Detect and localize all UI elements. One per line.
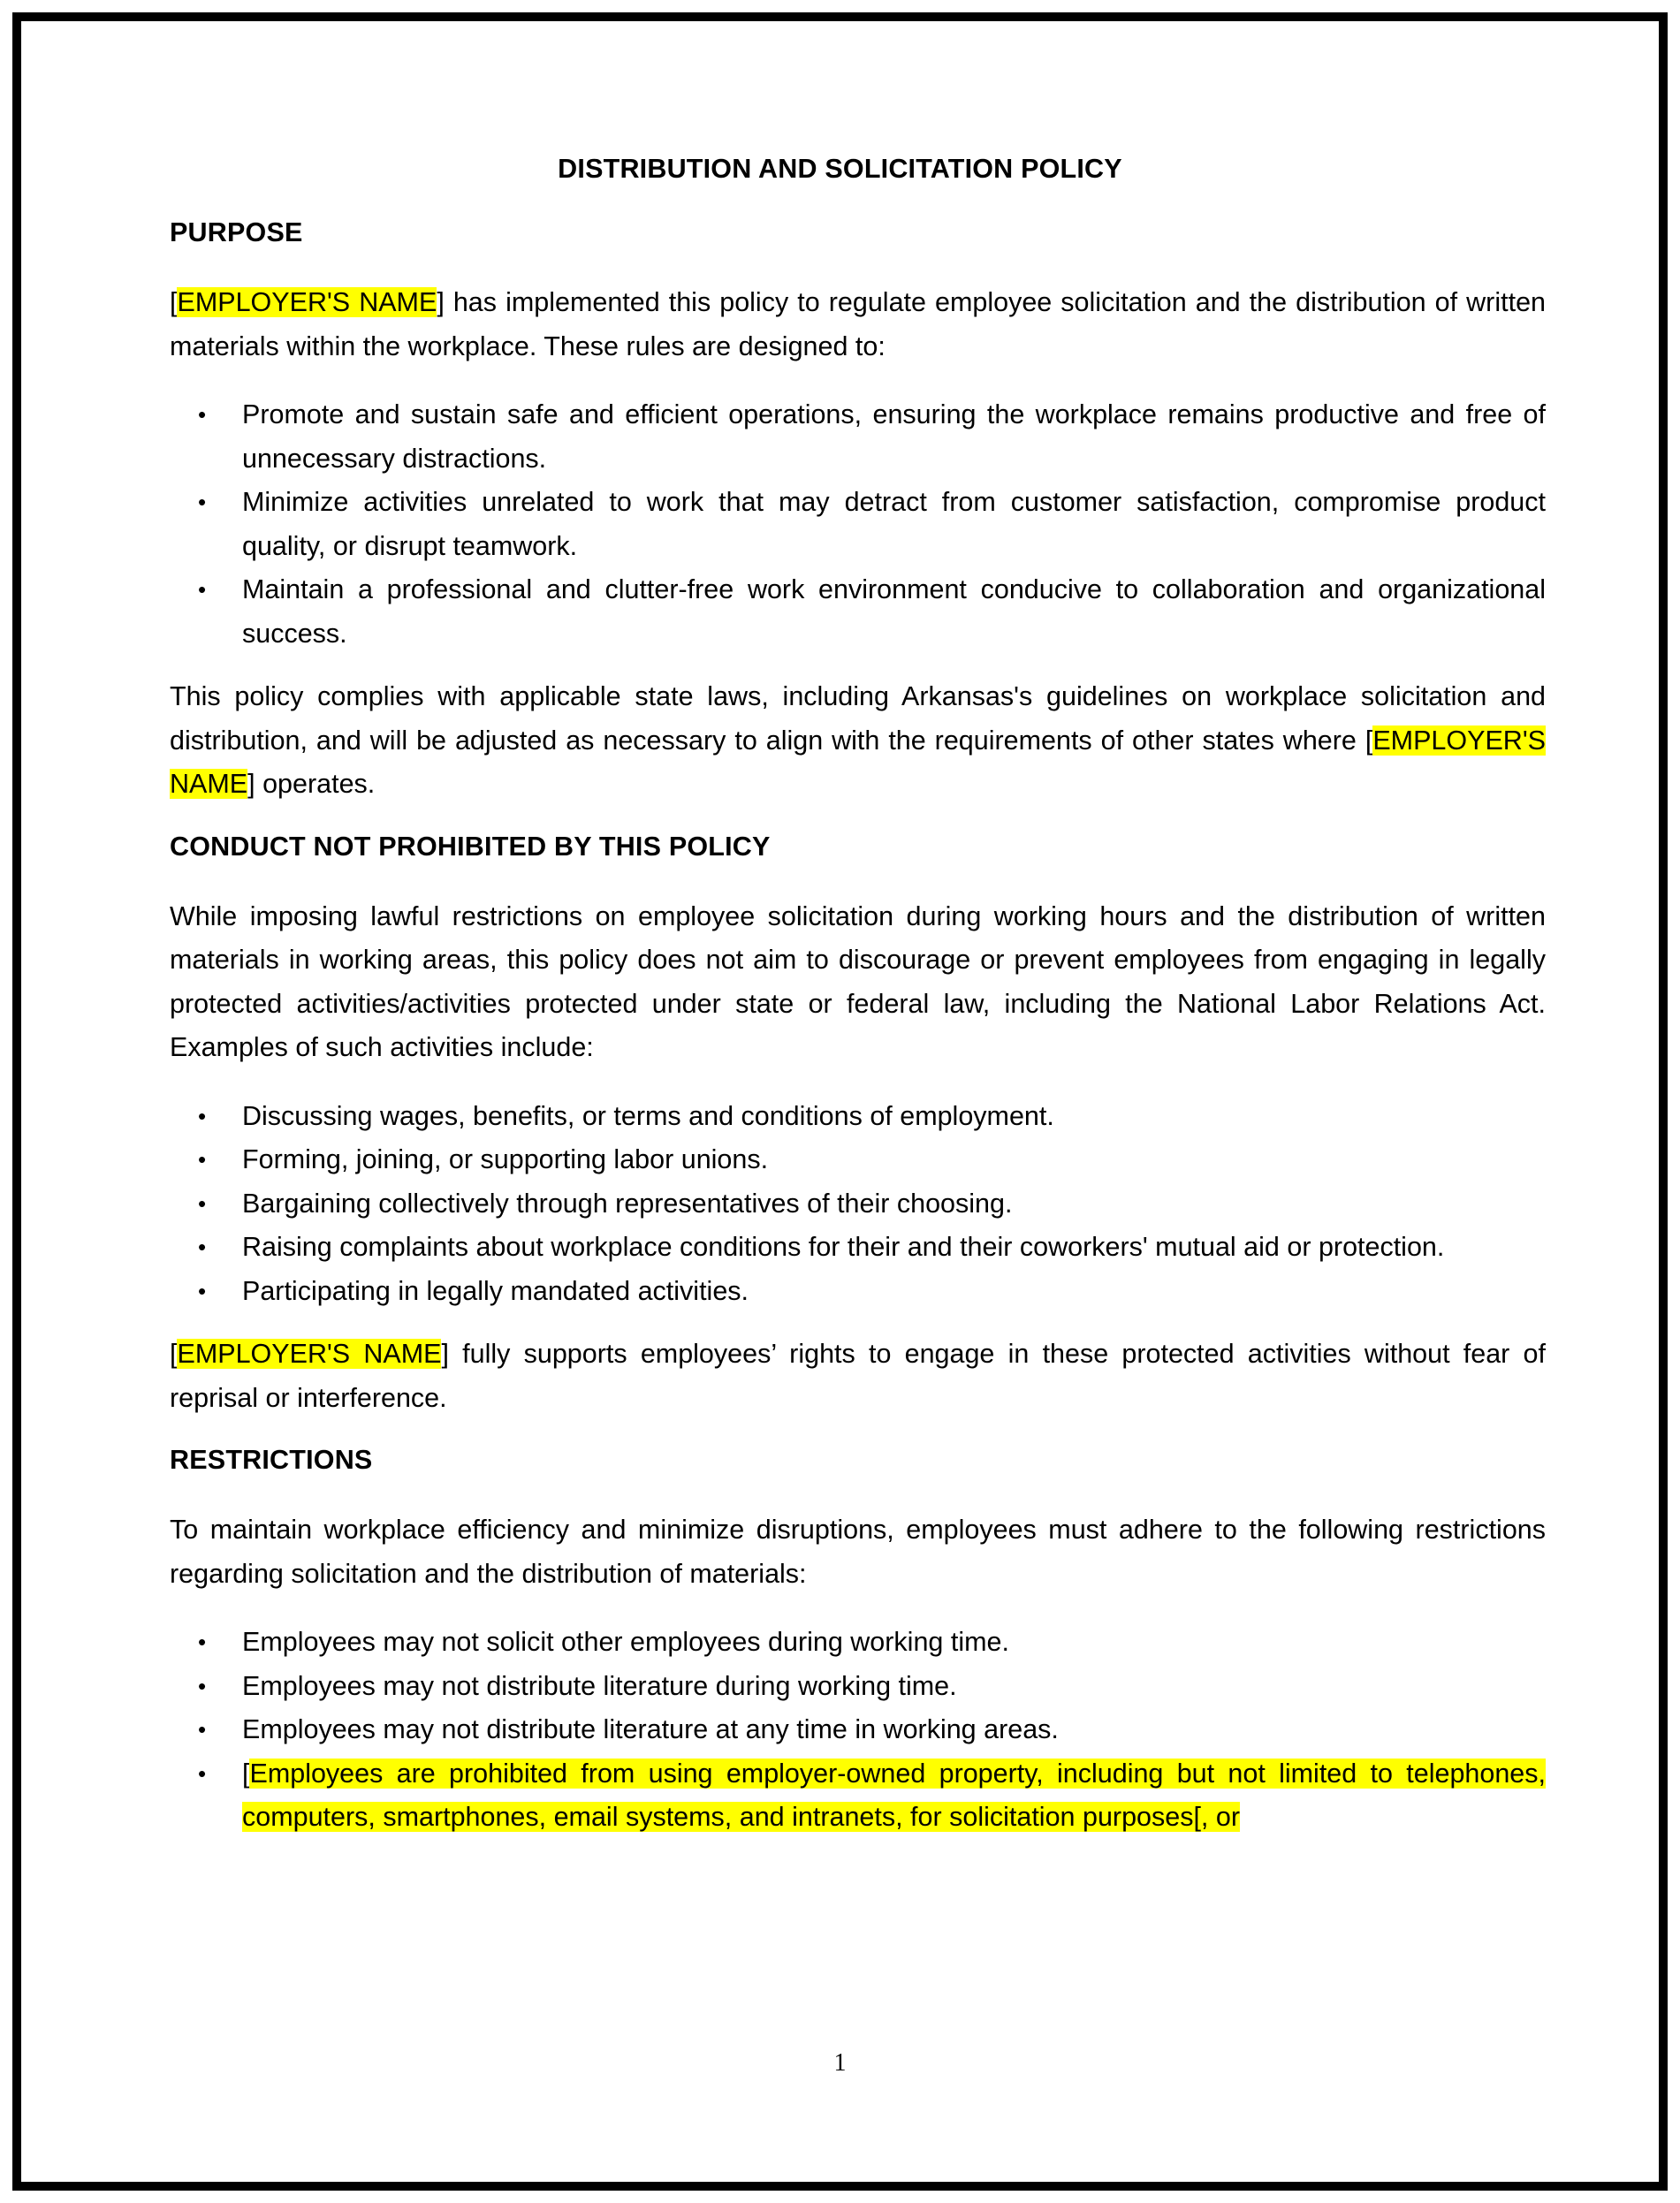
list-item (170, 1095, 1546, 1139)
purpose-closing-before: This policy complies with applicable state laws, including Arkansas's guidelines on workplace solicitation and distribution, and will be adjusted as necessary to align with the requirements of other states where (170, 681, 1546, 756)
restrictions-bullet-list (170, 1621, 1546, 1840)
list-item (170, 1226, 1546, 1270)
list-item (170, 1621, 1546, 1665)
restrictions-intro-paragraph: To maintain workplace efficiency and minimize disruptions, employees must adhere to the following restrictions regarding solicitation and the distribution of materials: (170, 1515, 1546, 1589)
bracket-open: [ (170, 287, 178, 317)
bullet-dot-icon: • (198, 1102, 207, 1129)
section-heading-purpose: PURPOSE (170, 217, 303, 247)
page-title: DISTRIBUTION AND SOLICITATION POLICY (558, 154, 1122, 184)
bullet-dot-icon: • (198, 576, 207, 603)
section-heading-restrictions: RESTRICTIONS (170, 1445, 373, 1475)
bracket-close: ] (437, 287, 445, 317)
list-item (170, 1708, 1546, 1752)
employer-name-placeholder: EMPLOYER'S NAME (170, 725, 1546, 799)
bullet-dot-icon: • (198, 1716, 207, 1743)
list-item (170, 481, 1546, 568)
bracket-open: [ (170, 1339, 178, 1369)
list-item-text: Maintain a professional and clutter-free work environment conducive to collaboration and organizational success. (242, 574, 1546, 649)
bracket-close: ] (247, 769, 255, 799)
highlighted-clause-text: Employees are prohibited from using employer-owned property, including but not limited to telephones, computers, smartphones, email systems, and intranets, for solicitation purposes[, or (242, 1758, 1546, 1832)
list-item-text: Employees may not distribute literature during working time. (242, 1670, 957, 1701)
bullet-dot-icon: • (198, 1146, 207, 1173)
list-item (170, 1138, 1546, 1182)
list-item (170, 393, 1546, 481)
bullet-dot-icon: • (198, 1234, 207, 1260)
employer-name-placeholder: EMPLOYER'S NAME (177, 1339, 442, 1369)
purpose-bullet-list (170, 393, 1546, 656)
list-item-text: Forming, joining, or supporting labor unions. (242, 1144, 769, 1174)
page-number: 1 (833, 2049, 847, 2077)
purpose-closing-paragraph (170, 675, 1546, 807)
purpose-intro-text: has implemented this policy to regulate employee solicitation and the distribution of written materials within the workplace. These rules are designed to: (170, 287, 1546, 361)
bracket-open: [ (1365, 725, 1373, 756)
purpose-intro-paragraph (170, 281, 1546, 368)
list-item-text: Bargaining collectively through representatives of their choosing. (242, 1188, 1013, 1219)
list-item-text: Participating in legally mandated activities. (242, 1275, 749, 1306)
conduct-closing-paragraph (170, 1333, 1546, 1420)
conduct-intro-paragraph: While imposing lawful restrictions on employee solicitation during working hours and the distribution of written materials in working areas, this policy does not aim to discourage or prevent employees from engaging in legally protected activities/activities protected under state or federal law, including the National Labor Relations Act. Examples of such activities include: (170, 900, 1546, 1062)
bracket-close: ] (441, 1339, 449, 1369)
list-item (170, 1270, 1546, 1314)
document-page (21, 21, 1659, 2182)
conduct-bullet-list (170, 1095, 1546, 1314)
list-item-text: Raising complaints about workplace conditions for their and their coworkers' mutual aid or protection. (242, 1232, 1445, 1262)
section-heading-conduct-not-prohibited: CONDUCT NOT PROHIBITED BY THIS POLICY (170, 831, 771, 862)
list-item-text: Employees may not distribute literature at any time in working areas. (242, 1714, 1059, 1744)
bullet-dot-icon: • (198, 489, 207, 515)
employer-name-placeholder: EMPLOYER'S NAME (177, 287, 437, 317)
bullet-dot-icon: • (198, 401, 207, 428)
list-item (170, 1182, 1546, 1227)
list-item-text: Employees may not solicit other employees during working time. (242, 1627, 1009, 1657)
list-item (170, 1665, 1546, 1709)
bullet-dot-icon: • (198, 1277, 207, 1304)
bullet-dot-icon: • (198, 1629, 207, 1655)
bracket-open: [ (242, 1758, 250, 1789)
list-item-text: Promote and sustain safe and efficient operations, ensuring the workplace remains productive and free of unnecessary distractions. (242, 399, 1546, 474)
bullet-dot-icon: • (198, 1759, 207, 1787)
list-item-text: Discussing wages, benefits, or terms and conditions of employment. (242, 1100, 1054, 1131)
bullet-dot-icon: • (198, 1672, 207, 1699)
bullet-dot-icon: • (198, 1189, 207, 1217)
list-item-highlighted (170, 1752, 1546, 1840)
list-item-text: Minimize activities unrelated to work that may detract from customer satisfaction, compromise product quality, or disrupt teamwork. (242, 487, 1546, 561)
document-page-frame (12, 12, 1668, 2191)
list-item (170, 568, 1546, 656)
conduct-closing-after: fully supports employees’ rights to engage in these protected activities without fear of reprisal or interference. (170, 1339, 1546, 1413)
purpose-closing-after: operates. (255, 769, 376, 799)
